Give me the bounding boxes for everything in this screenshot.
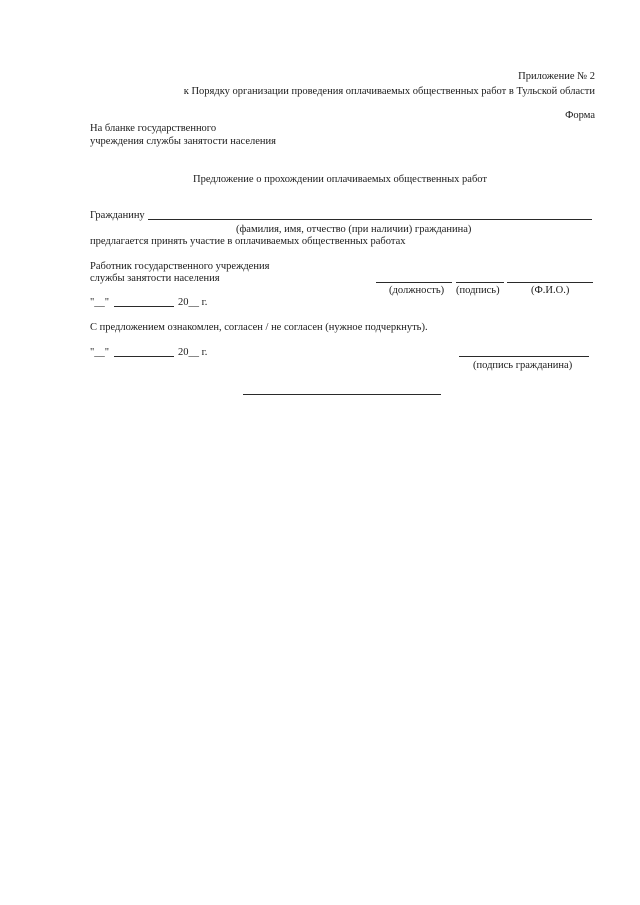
date2-day: "__" <box>90 347 110 358</box>
date2-year: 20__ г. <box>178 347 208 358</box>
offer-text: предлагается принять участие в оплачиваемых общественных работах <box>90 236 406 247</box>
fio-line <box>507 282 593 283</box>
position-caption: (должность) <box>389 285 445 296</box>
date1-month-line <box>114 306 174 307</box>
document-title: Предложение о прохождении оплачиваемых общественных работ <box>192 174 488 185</box>
signature-line <box>456 282 504 283</box>
date2-month-line <box>114 356 174 357</box>
fio-caption: (Ф.И.О.) <box>531 285 570 296</box>
letterhead-line-1: На бланке государственного <box>90 123 217 134</box>
citizen-label: Гражданину <box>90 210 145 221</box>
appendix-number: Приложение № 2 <box>518 71 595 82</box>
appendix-reference: к Порядку организации проведения оплачиваемых общественных работ в Тульской области <box>183 86 595 97</box>
citizen-name-caption: (фамилия, имя, отчество (при наличии) гражданина) <box>236 224 472 235</box>
letterhead-line-2: учреждения службы занятости населения <box>90 136 276 147</box>
signature-caption: (подпись) <box>456 285 500 296</box>
employee-line-1: Работник государственного учреждения <box>90 261 270 272</box>
form-label: Форма <box>565 110 595 121</box>
position-line <box>376 282 452 283</box>
bottom-separator <box>243 394 441 395</box>
acknowledgment-text: С предложением ознакомлен, согласен / не согласен (нужное подчеркнуть). <box>90 322 428 333</box>
citizen-signature-line <box>459 356 589 357</box>
citizen-name-line <box>148 219 592 220</box>
citizen-signature-caption: (подпись гражданина) <box>473 360 573 371</box>
date1-year: 20__ г. <box>178 297 208 308</box>
employee-line-2: службы занятости населения <box>90 273 220 284</box>
date1-day: "__" <box>90 297 110 308</box>
